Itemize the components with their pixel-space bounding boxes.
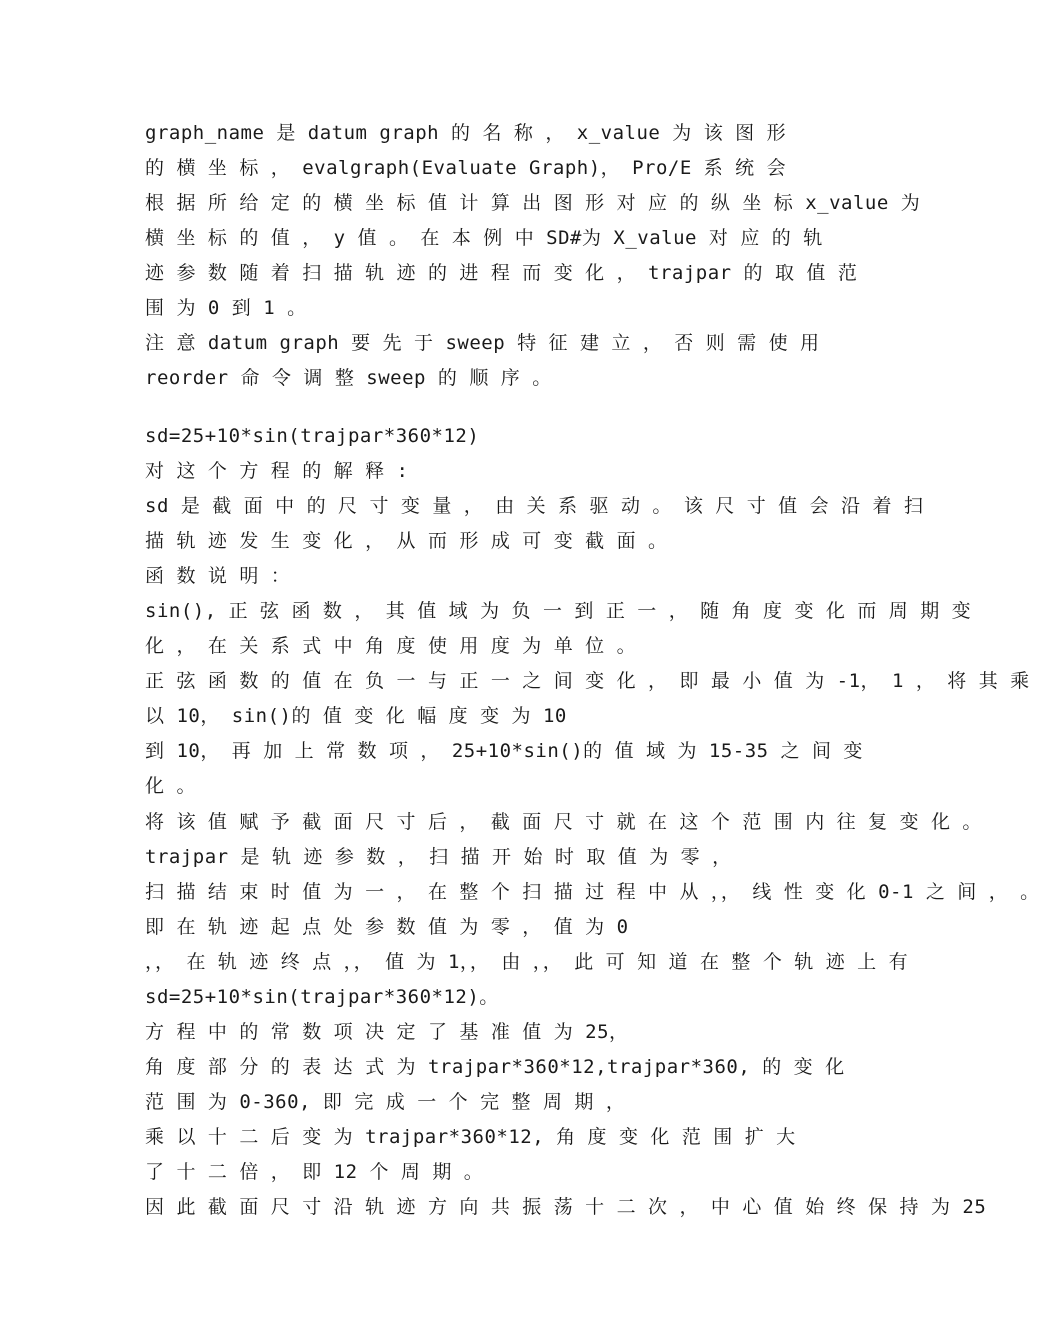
text-line: 将 该 值 赋 予 截 面 尺 寸 后 ， 截 面 尺 寸 就 在 这 个 范 围 内 往 复 变 化 。: [145, 811, 982, 833]
text-line: 因 此 截 面 尺 寸 沿 轨 迹 方 向 共 振 荡 十 二 次 ， 中 心 值 始 终 保 持 为 25: [145, 1196, 987, 1218]
formula-line: sd=25+10*sin(trajpar*360*12)。: [145, 986, 499, 1008]
text-line: 即 在 轨 迹 起 点 处 参 数 值 为 零 ， 值 为 0: [145, 916, 629, 938]
text-line: 化 ， 在 关 系 式 中 角 度 使 用 度 为 单 位 。: [145, 635, 637, 657]
formula-line: sd=25+10*sin(trajpar*360*12): [145, 425, 480, 447]
text-line: 扫 描 结 束 时 值 为 一 ， 在 整 个 扫 描 过 程 中 从 ，， 线 性 变 化 0-1 之 间 ， 。: [145, 881, 1040, 903]
text-line: graph_name 是 datum graph 的 名 称 ， x_value 为 该 图 形: [145, 122, 787, 144]
text-line: 方 程 中 的 常 数 项 决 定 了 基 准 值 为 25，: [145, 1021, 629, 1043]
text-line: trajpar 是 轨 迹 参 数 ， 扫 描 开 始 时 取 值 为 零 ，: [145, 846, 732, 868]
text-line: sd 是 截 面 中 的 尺 寸 变 量 ， 由 关 系 驱 动 。 该 尺 寸 值 会 沿 着 扫: [145, 495, 924, 517]
text-line: 根 据 所 给 定 的 横 坐 标 值 计 算 出 图 形 对 应 的 纵 坐 标 x_value 为: [145, 192, 921, 214]
text-line: reorder 命 令 调 整 sweep 的 顺 序 。: [145, 367, 552, 389]
text-line: 了 十 二 倍 ， 即 12 个 周 期 。: [145, 1161, 484, 1183]
text-line: 函 数 说 明 ：: [145, 565, 291, 587]
text-line: 化 。: [145, 775, 196, 797]
text-line: sin(), 正 弦 函 数 ， 其 值 域 为 负 一 到 正 一 ， 随 角 度 变 化 而 周 期 变: [145, 600, 972, 622]
text-line: 范 围 为 0-360, 即 完 成 一 个 完 整 周 期 ，: [145, 1091, 626, 1113]
text-line: ，， 在 轨 迹 终 点 ，， 值 为 1，， 由 ，， 此 可 知 道 在 整 个 轨 迹 上 有: [145, 951, 909, 973]
text-line: 迹 参 数 随 着 扫 描 轨 迹 的 进 程 而 变 化 ， trajpar 的 取 值 范: [145, 262, 858, 284]
text-line: 横 坐 标 的 值 ， y 值 。 在 本 例 中 SD#为 X_value 对 应 的 轨: [145, 227, 823, 249]
text-line: 围 为 0 到 1 。: [145, 297, 319, 319]
text-line: 到 10， 再 加 上 常 数 项 ， 25+10*sin()的 值 域 为 15-35 之 间 变: [145, 740, 863, 762]
text-line: 描 轨 迹 发 生 变 化 ， 从 而 形 成 可 变 截 面 。: [145, 530, 668, 552]
text-line: 对 这 个 方 程 的 解 释 :: [145, 460, 409, 482]
text-line: 注 意 datum graph 要 先 于 sweep 特 征 建 立 ， 否 则 需 使 用: [145, 332, 820, 354]
text-line: 角 度 部 分 的 表 达 式 为 trajpar*360*12,trajpar*360, 的 变 化: [145, 1056, 845, 1078]
text-line: 乘 以 十 二 后 变 为 trajpar*360*12, 角 度 变 化 范 围 扩 大: [145, 1126, 796, 1148]
text-line: 以 10， sin()的 值 变 化 幅 度 变 为 10: [145, 705, 567, 727]
text-line: 的 横 坐 标 ， evalgraph(Evaluate Graph)， Pro/E 系 统 会: [145, 157, 787, 179]
text-line: 正 弦 函 数 的 值 在 负 一 与 正 一 之 间 变 化 ， 即 最 小 值 为 -1， 1 ， 将 其 乘: [145, 670, 1030, 692]
